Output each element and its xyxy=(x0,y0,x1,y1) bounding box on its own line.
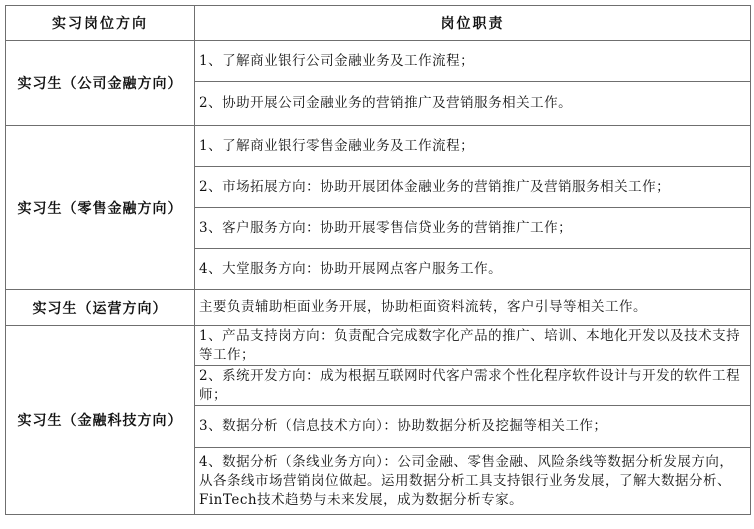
duty-item: 2、系统开发方向：成为根据互联网时代客户需求个性化程序软件设计与开发的软件工程师； xyxy=(195,366,751,406)
position-retail-finance: 实习生（零售金融方向） xyxy=(6,126,195,290)
duty-item: 1、了解商业银行公司金融业务及工作流程； xyxy=(195,41,751,82)
header-duties: 岗位职责 xyxy=(195,6,751,41)
table-row xyxy=(6,41,751,82)
duty-item: 4、大堂服务方向：协助开展网点客户服务工作。 xyxy=(195,249,751,290)
position-corporate-finance: 实习生（公司金融方向） xyxy=(6,41,195,126)
internship-table xyxy=(5,5,751,515)
duty-item: 2、市场拓展方向：协助开展团体金融业务的营销推广及营销服务相关工作； xyxy=(195,167,751,208)
table-row xyxy=(6,290,751,326)
duty-item: 2、协助开展公司金融业务的营销推广及营销服务相关工作。 xyxy=(195,82,751,126)
header-position: 实习岗位方向 xyxy=(6,6,195,41)
position-operations: 实习生（运营方向） xyxy=(6,290,195,326)
position-fintech: 实习生（金融科技方向） xyxy=(6,326,195,515)
duty-item: 1、了解商业银行零售金融业务及工作流程； xyxy=(195,126,751,167)
duty-item: 4、数据分析（条线业务方向）：公司金融、零售金融、风险条线等数据分析发展方向，从各条线市场营销岗位做起。运用数据分析工具支持银行业务发展，了解大数据分析、FinTech技术趋势与未来发展，成为数据分析专家。 xyxy=(195,448,751,515)
duty-item: 3、客户服务方向：协助开展零售信贷业务的营销推广工作； xyxy=(195,208,751,249)
duty-item: 主要负责辅助柜面业务开展，协助柜面资料流转，客户引导等相关工作。 xyxy=(195,290,751,326)
duty-item: 3、数据分析（信息技术方向）：协助数据分析及挖掘等相关工作； xyxy=(195,406,751,448)
table-row xyxy=(6,126,751,167)
duty-item: 1、产品支持岗方向：负责配合完成数字化产品的推广、培训、本地化开发以及技术支持等工作； xyxy=(195,326,751,366)
table-row xyxy=(6,326,751,366)
header-row xyxy=(6,6,751,41)
